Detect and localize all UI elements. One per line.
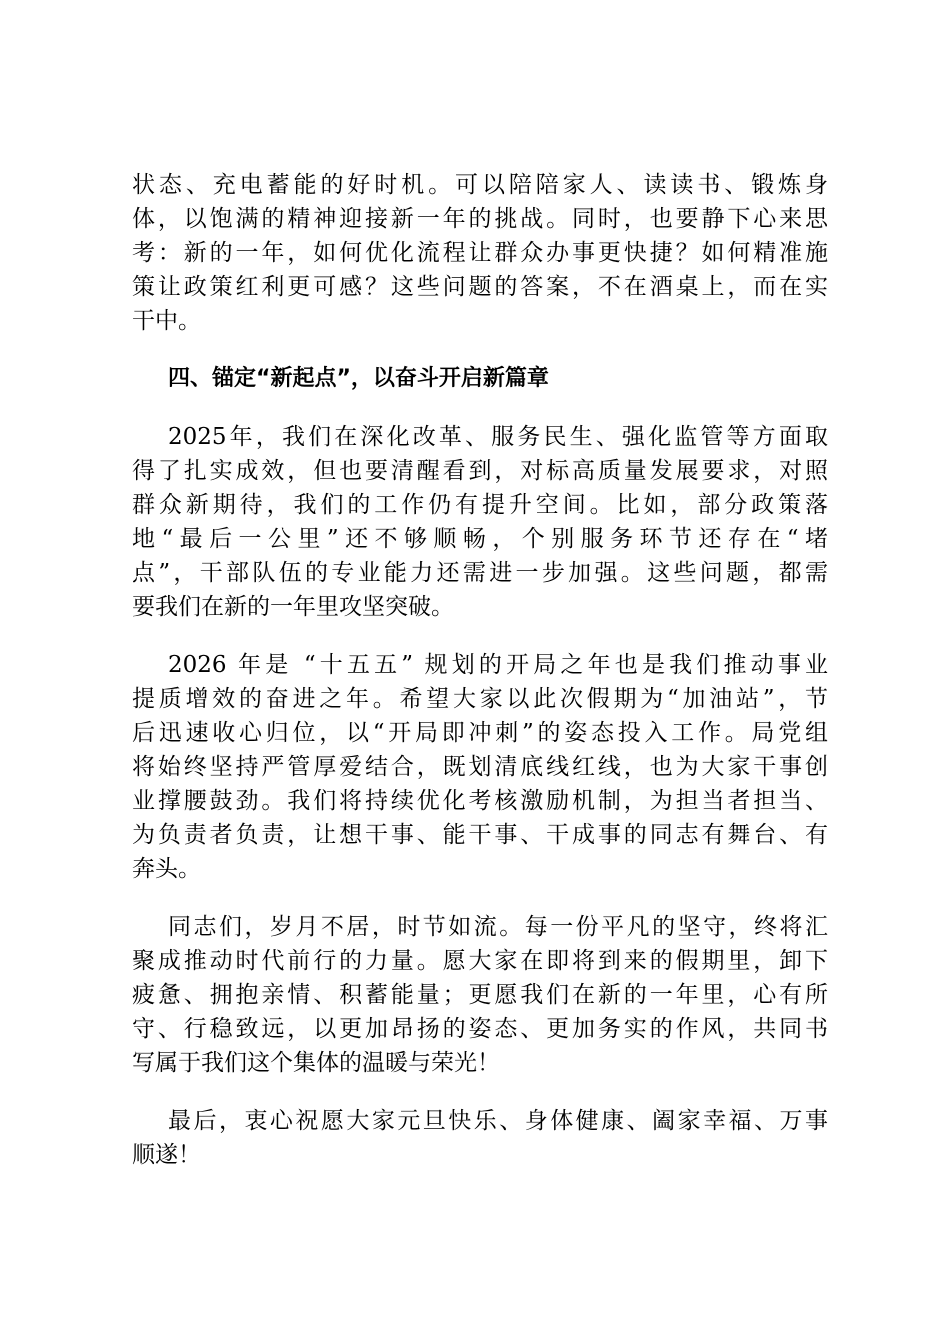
text-line: 奔头。 bbox=[132, 856, 201, 882]
paragraph bbox=[132, 648, 828, 886]
paragraph-continuation bbox=[132, 168, 828, 338]
text-line: 得了扎实成效，但也要清醒看到，对标高质量发展要求，对照 bbox=[132, 458, 828, 484]
text-line: 守、行稳致远，以更加昂扬的姿态、更加务实的作风，共同书 bbox=[132, 1016, 828, 1042]
paragraph bbox=[132, 420, 828, 624]
text-line: 同志们，岁月不居，时节如流。每一份平凡的坚守，终将汇 bbox=[168, 914, 828, 940]
text-line: 聚成推动时代前行的力量。愿大家在即将到来的假期里，卸下 bbox=[132, 948, 828, 974]
text-line: 干中。 bbox=[132, 308, 201, 334]
text-line: 最后，衷心祝愿大家元旦快乐、身体健康、阖家幸福、万事 bbox=[168, 1108, 828, 1134]
text-line: 后迅速收心归位，以“开局即冲刺”的姿态投入工作。局党组 bbox=[132, 720, 828, 746]
text-line: 顺遂！ bbox=[132, 1142, 201, 1168]
text-line: 状态、充电蓄能的好时机。可以陪陪家人、读读书、锻炼身 bbox=[132, 172, 828, 198]
text-line: 写属于我们这个集体的温暖与荣光！ bbox=[132, 1050, 500, 1076]
text-line: 2025年，我们在深化改革、服务民生、强化监管等方面取 bbox=[168, 424, 828, 450]
paragraph-closing bbox=[132, 1104, 828, 1172]
text-line: 群众新期待，我们的工作仍有提升空间。比如，部分政策落 bbox=[132, 492, 828, 518]
text-line: 考：新的一年，如何优化流程让群众办事更快捷？如何精准施 bbox=[132, 240, 828, 266]
section-heading: 四、锚定“新起点”，以奋斗开启新篇章 bbox=[168, 366, 549, 391]
text-line: 业撑腰鼓劲。我们将持续优化考核激励机制，为担当者担当、 bbox=[132, 788, 828, 814]
text-line: 将始终坚持严管厚爱结合，既划清底线红线，也为大家干事创 bbox=[132, 754, 828, 780]
text-line: 点”，干部队伍的专业能力还需进一步加强。这些问题，都需 bbox=[132, 560, 828, 586]
text-line: 体，以饱满的精神迎接新一年的挑战。同时，也要静下心来思 bbox=[132, 206, 828, 232]
text-line: 策让政策红利更可感？这些问题的答案，不在酒桌上，而在实 bbox=[132, 274, 828, 300]
text-line: 提质增效的奋进之年。希望大家以此次假期为“加油站”，节 bbox=[132, 686, 828, 712]
text-line: 为负责者负责，让想干事、能干事、干成事的同志有舞台、有 bbox=[132, 822, 828, 848]
text-line: 地“最后一公里”还不够顺畅，个别服务环节还存在“堵 bbox=[132, 526, 828, 552]
paragraph bbox=[132, 910, 828, 1080]
text-line: 疲惫、拥抱亲情、积蓄能量；更愿我们在新的一年里，心有所 bbox=[132, 982, 828, 1008]
text-line: 2026 年是 “十五五” 规划的开局之年也是我们推动事业 bbox=[168, 652, 828, 678]
text-line: 要我们在新的一年里攻坚突破。 bbox=[132, 594, 454, 620]
document-page bbox=[132, 168, 828, 1196]
